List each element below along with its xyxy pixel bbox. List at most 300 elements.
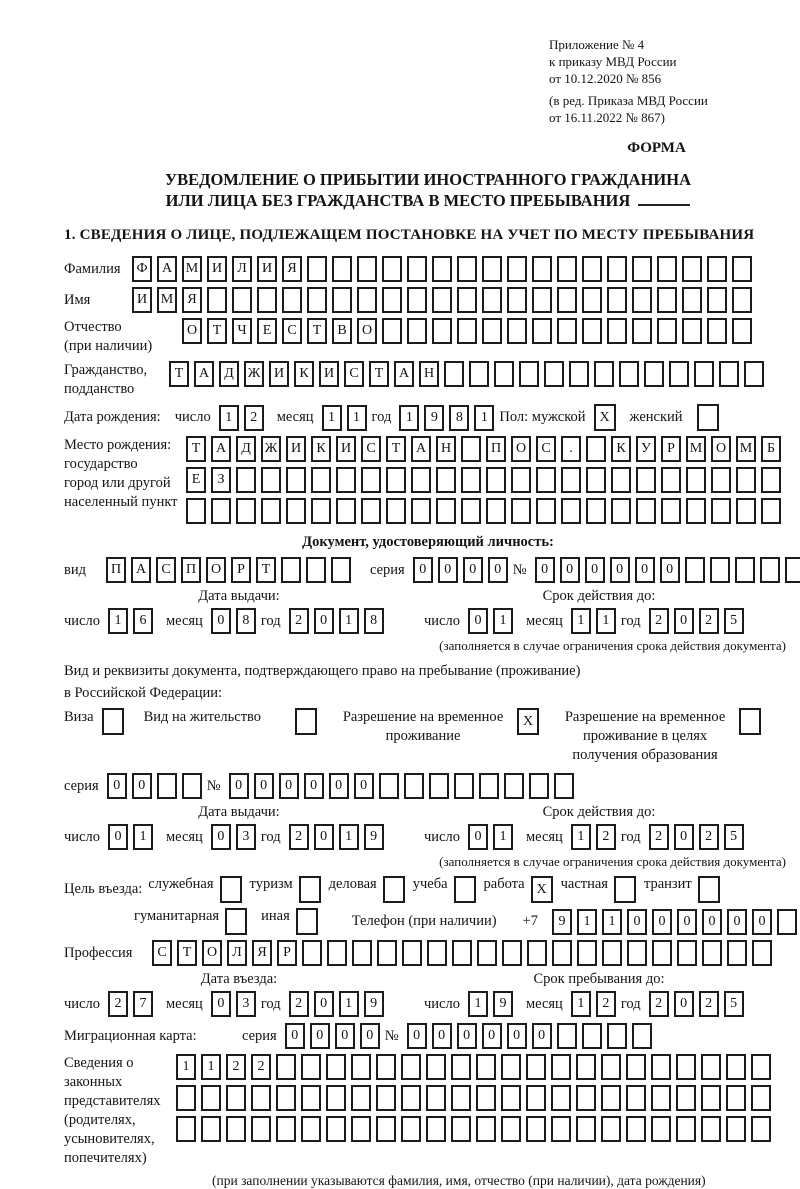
- char-cell[interactable]: [607, 287, 627, 313]
- char-cell[interactable]: Р: [277, 940, 297, 966]
- char-cell[interactable]: [726, 1085, 746, 1111]
- char-cell[interactable]: А: [211, 436, 231, 462]
- char-cell[interactable]: [407, 256, 427, 282]
- char-cell[interactable]: [532, 287, 552, 313]
- char-cell[interactable]: [257, 287, 277, 313]
- char-cell[interactable]: [186, 498, 206, 524]
- char-cell[interactable]: [751, 1054, 771, 1080]
- char-cell[interactable]: [686, 498, 706, 524]
- char-cell[interactable]: 2: [699, 608, 719, 634]
- char-cell[interactable]: [676, 1116, 696, 1142]
- char-cell[interactable]: [226, 1116, 246, 1142]
- char-cell[interactable]: [732, 287, 752, 313]
- char-cell[interactable]: Р: [661, 436, 681, 462]
- char-cell[interactable]: 0: [132, 773, 152, 799]
- char-cell[interactable]: [336, 498, 356, 524]
- char-cell[interactable]: [682, 318, 702, 344]
- char-cell[interactable]: [551, 1085, 571, 1111]
- char-cell[interactable]: 0: [107, 773, 127, 799]
- char-cell[interactable]: 0: [211, 824, 231, 850]
- char-cell[interactable]: Д: [236, 436, 256, 462]
- checkbox-male[interactable]: X: [594, 404, 616, 431]
- char-cell[interactable]: [507, 256, 527, 282]
- char-cell[interactable]: [702, 940, 722, 966]
- char-cell[interactable]: 1: [596, 608, 616, 634]
- char-cell[interactable]: 1: [108, 608, 128, 634]
- char-cell[interactable]: [427, 940, 447, 966]
- checkbox-temp-residence[interactable]: X: [517, 708, 539, 735]
- char-cell[interactable]: П: [486, 436, 506, 462]
- char-cell[interactable]: П: [181, 557, 201, 583]
- char-cell[interactable]: [601, 1054, 621, 1080]
- char-cell[interactable]: 1: [571, 991, 591, 1017]
- char-cell[interactable]: [482, 256, 502, 282]
- char-cell[interactable]: [351, 1116, 371, 1142]
- char-cell[interactable]: [232, 287, 252, 313]
- char-cell[interactable]: [586, 467, 606, 493]
- char-cell[interactable]: [426, 1116, 446, 1142]
- char-cell[interactable]: 0: [468, 608, 488, 634]
- char-cell[interactable]: [351, 1054, 371, 1080]
- char-cell[interactable]: [436, 467, 456, 493]
- char-cell[interactable]: [457, 318, 477, 344]
- char-cell[interactable]: [707, 256, 727, 282]
- char-cell[interactable]: М: [182, 256, 202, 282]
- char-cell[interactable]: [576, 1085, 596, 1111]
- char-cell[interactable]: Ж: [261, 436, 281, 462]
- char-cell[interactable]: [201, 1116, 221, 1142]
- char-cell[interactable]: [744, 361, 764, 387]
- char-cell[interactable]: [511, 498, 531, 524]
- char-cell[interactable]: [361, 498, 381, 524]
- char-cell[interactable]: [569, 361, 589, 387]
- char-cell[interactable]: [576, 1054, 596, 1080]
- char-cell[interactable]: К: [294, 361, 314, 387]
- char-cell[interactable]: 1: [399, 405, 419, 431]
- char-cell[interactable]: 0: [314, 824, 334, 850]
- char-cell[interactable]: Д: [219, 361, 239, 387]
- char-cell[interactable]: [451, 1054, 471, 1080]
- char-cell[interactable]: [176, 1085, 196, 1111]
- char-cell[interactable]: [619, 361, 639, 387]
- char-cell[interactable]: [557, 287, 577, 313]
- char-cell[interactable]: [511, 467, 531, 493]
- char-cell[interactable]: [379, 773, 399, 799]
- char-cell[interactable]: [477, 940, 497, 966]
- char-cell[interactable]: 1: [133, 824, 153, 850]
- char-cell[interactable]: [386, 498, 406, 524]
- char-cell[interactable]: [732, 318, 752, 344]
- char-cell[interactable]: [727, 940, 747, 966]
- char-cell[interactable]: [777, 909, 797, 935]
- char-cell[interactable]: [276, 1054, 296, 1080]
- char-cell[interactable]: [501, 1116, 521, 1142]
- char-cell[interactable]: [301, 1085, 321, 1111]
- char-cell[interactable]: [486, 498, 506, 524]
- char-cell[interactable]: [751, 1116, 771, 1142]
- char-cell[interactable]: О: [357, 318, 377, 344]
- char-cell[interactable]: 1: [493, 608, 513, 634]
- char-cell[interactable]: [261, 498, 281, 524]
- char-cell[interactable]: [676, 1054, 696, 1080]
- char-cell[interactable]: [544, 361, 564, 387]
- char-cell[interactable]: [376, 1085, 396, 1111]
- char-cell[interactable]: 9: [493, 991, 513, 1017]
- char-cell[interactable]: 0: [438, 557, 458, 583]
- char-cell[interactable]: [557, 256, 577, 282]
- char-cell[interactable]: И: [319, 361, 339, 387]
- char-cell[interactable]: П: [106, 557, 126, 583]
- char-cell[interactable]: [444, 361, 464, 387]
- char-cell[interactable]: [532, 318, 552, 344]
- char-cell[interactable]: 1: [201, 1054, 221, 1080]
- char-cell[interactable]: 1: [602, 909, 622, 935]
- char-cell[interactable]: И: [336, 436, 356, 462]
- char-cell[interactable]: [651, 1085, 671, 1111]
- char-cell[interactable]: 6: [133, 608, 153, 634]
- char-cell[interactable]: 9: [552, 909, 572, 935]
- char-cell[interactable]: [707, 287, 727, 313]
- char-cell[interactable]: [526, 1054, 546, 1080]
- char-cell[interactable]: С: [152, 940, 172, 966]
- char-cell[interactable]: [286, 498, 306, 524]
- char-cell[interactable]: 5: [724, 608, 744, 634]
- char-cell[interactable]: [601, 1116, 621, 1142]
- char-cell[interactable]: Т: [307, 318, 327, 344]
- char-cell[interactable]: 8: [449, 405, 469, 431]
- checkbox-other[interactable]: [296, 908, 318, 935]
- char-cell[interactable]: 1: [219, 405, 239, 431]
- char-cell[interactable]: [331, 557, 351, 583]
- char-cell[interactable]: Т: [386, 436, 406, 462]
- char-cell[interactable]: О: [202, 940, 222, 966]
- char-cell[interactable]: Я: [252, 940, 272, 966]
- char-cell[interactable]: К: [611, 436, 631, 462]
- char-cell[interactable]: 1: [577, 909, 597, 935]
- char-cell[interactable]: [557, 1023, 577, 1049]
- char-cell[interactable]: 9: [364, 824, 384, 850]
- checkbox-official[interactable]: [220, 876, 242, 903]
- char-cell[interactable]: 0: [488, 557, 508, 583]
- char-cell[interactable]: 2: [244, 405, 264, 431]
- char-cell[interactable]: М: [736, 436, 756, 462]
- char-cell[interactable]: [307, 256, 327, 282]
- char-cell[interactable]: [586, 436, 606, 462]
- char-cell[interactable]: 2: [649, 991, 669, 1017]
- checkbox-transit[interactable]: [698, 876, 720, 903]
- char-cell[interactable]: 2: [699, 824, 719, 850]
- char-cell[interactable]: [701, 1116, 721, 1142]
- char-cell[interactable]: [201, 1085, 221, 1111]
- char-cell[interactable]: [476, 1085, 496, 1111]
- char-cell[interactable]: [694, 361, 714, 387]
- char-cell[interactable]: 0: [211, 991, 231, 1017]
- char-cell[interactable]: [486, 467, 506, 493]
- char-cell[interactable]: [281, 557, 301, 583]
- char-cell[interactable]: А: [394, 361, 414, 387]
- char-cell[interactable]: [452, 940, 472, 966]
- checkbox-visa[interactable]: [102, 708, 124, 735]
- char-cell[interactable]: [657, 287, 677, 313]
- char-cell[interactable]: [326, 1116, 346, 1142]
- char-cell[interactable]: [182, 773, 202, 799]
- char-cell[interactable]: [682, 256, 702, 282]
- char-cell[interactable]: [711, 467, 731, 493]
- char-cell[interactable]: 0: [652, 909, 672, 935]
- char-cell[interactable]: Л: [232, 256, 252, 282]
- char-cell[interactable]: 0: [560, 557, 580, 583]
- char-cell[interactable]: [377, 940, 397, 966]
- char-cell[interactable]: 0: [727, 909, 747, 935]
- char-cell[interactable]: 0: [314, 991, 334, 1017]
- char-cell[interactable]: [457, 256, 477, 282]
- char-cell[interactable]: 0: [335, 1023, 355, 1049]
- char-cell[interactable]: [326, 1054, 346, 1080]
- char-cell[interactable]: [401, 1116, 421, 1142]
- char-cell[interactable]: И: [257, 256, 277, 282]
- char-cell[interactable]: [760, 557, 780, 583]
- char-cell[interactable]: [602, 940, 622, 966]
- char-cell[interactable]: 8: [236, 608, 256, 634]
- char-cell[interactable]: [479, 773, 499, 799]
- char-cell[interactable]: [636, 467, 656, 493]
- char-cell[interactable]: Я: [182, 287, 202, 313]
- char-cell[interactable]: [761, 467, 781, 493]
- char-cell[interactable]: [351, 1085, 371, 1111]
- char-cell[interactable]: 3: [236, 824, 256, 850]
- char-cell[interactable]: [286, 467, 306, 493]
- char-cell[interactable]: [504, 773, 524, 799]
- char-cell[interactable]: 0: [468, 824, 488, 850]
- checkbox-humanitarian[interactable]: [225, 908, 247, 935]
- char-cell[interactable]: 0: [535, 557, 555, 583]
- char-cell[interactable]: 0: [108, 824, 128, 850]
- char-cell[interactable]: [552, 940, 572, 966]
- char-cell[interactable]: [352, 940, 372, 966]
- char-cell[interactable]: 0: [610, 557, 630, 583]
- char-cell[interactable]: [651, 1116, 671, 1142]
- char-cell[interactable]: [386, 467, 406, 493]
- char-cell[interactable]: Е: [186, 467, 206, 493]
- char-cell[interactable]: [652, 940, 672, 966]
- char-cell[interactable]: [502, 940, 522, 966]
- char-cell[interactable]: 1: [493, 824, 513, 850]
- char-cell[interactable]: [306, 557, 326, 583]
- checkbox-tourism[interactable]: [299, 876, 321, 903]
- char-cell[interactable]: [302, 940, 322, 966]
- char-cell[interactable]: [732, 256, 752, 282]
- char-cell[interactable]: И: [286, 436, 306, 462]
- char-cell[interactable]: С: [156, 557, 176, 583]
- char-cell[interactable]: [482, 318, 502, 344]
- char-cell[interactable]: [682, 287, 702, 313]
- char-cell[interactable]: [519, 361, 539, 387]
- char-cell[interactable]: [457, 287, 477, 313]
- char-cell[interactable]: [461, 467, 481, 493]
- char-cell[interactable]: [376, 1116, 396, 1142]
- char-cell[interactable]: [626, 1085, 646, 1111]
- char-cell[interactable]: А: [131, 557, 151, 583]
- char-cell[interactable]: 0: [285, 1023, 305, 1049]
- char-cell[interactable]: [661, 467, 681, 493]
- char-cell[interactable]: [607, 256, 627, 282]
- char-cell[interactable]: [401, 1085, 421, 1111]
- char-cell[interactable]: М: [686, 436, 706, 462]
- char-cell[interactable]: В: [332, 318, 352, 344]
- char-cell[interactable]: [577, 940, 597, 966]
- char-cell[interactable]: [282, 287, 302, 313]
- char-cell[interactable]: [236, 467, 256, 493]
- char-cell[interactable]: [526, 1116, 546, 1142]
- char-cell[interactable]: 1: [339, 824, 359, 850]
- char-cell[interactable]: [532, 256, 552, 282]
- char-cell[interactable]: [611, 498, 631, 524]
- char-cell[interactable]: 1: [176, 1054, 196, 1080]
- char-cell[interactable]: [301, 1116, 321, 1142]
- char-cell[interactable]: 9: [364, 991, 384, 1017]
- char-cell[interactable]: М: [157, 287, 177, 313]
- char-cell[interactable]: 0: [229, 773, 249, 799]
- char-cell[interactable]: 9: [424, 405, 444, 431]
- char-cell[interactable]: Р: [231, 557, 251, 583]
- char-cell[interactable]: [407, 287, 427, 313]
- char-cell[interactable]: 0: [507, 1023, 527, 1049]
- char-cell[interactable]: 0: [532, 1023, 552, 1049]
- char-cell[interactable]: [686, 467, 706, 493]
- char-cell[interactable]: 1: [339, 608, 359, 634]
- char-cell[interactable]: [482, 287, 502, 313]
- char-cell[interactable]: 0: [463, 557, 483, 583]
- char-cell[interactable]: И: [132, 287, 152, 313]
- char-cell[interactable]: [632, 1023, 652, 1049]
- char-cell[interactable]: 0: [660, 557, 680, 583]
- char-cell[interactable]: 2: [289, 824, 309, 850]
- char-cell[interactable]: [501, 1085, 521, 1111]
- char-cell[interactable]: Е: [257, 318, 277, 344]
- char-cell[interactable]: К: [311, 436, 331, 462]
- char-cell[interactable]: 0: [674, 608, 694, 634]
- char-cell[interactable]: И: [207, 256, 227, 282]
- char-cell[interactable]: Т: [186, 436, 206, 462]
- char-cell[interactable]: [401, 1054, 421, 1080]
- char-cell[interactable]: Я: [282, 256, 302, 282]
- char-cell[interactable]: [432, 256, 452, 282]
- char-cell[interactable]: [607, 318, 627, 344]
- char-cell[interactable]: 0: [413, 557, 433, 583]
- char-cell[interactable]: [276, 1085, 296, 1111]
- char-cell[interactable]: [735, 557, 755, 583]
- char-cell[interactable]: [751, 1085, 771, 1111]
- char-cell[interactable]: 0: [627, 909, 647, 935]
- char-cell[interactable]: [226, 1085, 246, 1111]
- char-cell[interactable]: [632, 318, 652, 344]
- char-cell[interactable]: [411, 467, 431, 493]
- char-cell[interactable]: Т: [207, 318, 227, 344]
- char-cell[interactable]: [469, 361, 489, 387]
- char-cell[interactable]: [554, 773, 574, 799]
- char-cell[interactable]: 1: [322, 405, 342, 431]
- char-cell[interactable]: [251, 1116, 271, 1142]
- char-cell[interactable]: [426, 1054, 446, 1080]
- char-cell[interactable]: С: [344, 361, 364, 387]
- char-cell[interactable]: [785, 557, 800, 583]
- char-cell[interactable]: [707, 318, 727, 344]
- char-cell[interactable]: 0: [360, 1023, 380, 1049]
- char-cell[interactable]: [382, 318, 402, 344]
- char-cell[interactable]: [507, 287, 527, 313]
- char-cell[interactable]: [157, 773, 177, 799]
- char-cell[interactable]: Т: [256, 557, 276, 583]
- char-cell[interactable]: О: [206, 557, 226, 583]
- char-cell[interactable]: [701, 1054, 721, 1080]
- char-cell[interactable]: [526, 1085, 546, 1111]
- char-cell[interactable]: 0: [211, 608, 231, 634]
- char-cell[interactable]: [536, 498, 556, 524]
- char-cell[interactable]: [357, 256, 377, 282]
- char-cell[interactable]: [676, 1085, 696, 1111]
- checkbox-business[interactable]: [383, 876, 405, 903]
- char-cell[interactable]: [327, 940, 347, 966]
- char-cell[interactable]: [332, 287, 352, 313]
- char-cell[interactable]: [461, 436, 481, 462]
- char-cell[interactable]: 0: [752, 909, 772, 935]
- char-cell[interactable]: 2: [289, 991, 309, 1017]
- char-cell[interactable]: 2: [649, 608, 669, 634]
- char-cell[interactable]: 1: [571, 824, 591, 850]
- char-cell[interactable]: Н: [436, 436, 456, 462]
- char-cell[interactable]: [582, 318, 602, 344]
- char-cell[interactable]: 2: [596, 991, 616, 1017]
- char-cell[interactable]: [376, 1054, 396, 1080]
- char-cell[interactable]: [429, 773, 449, 799]
- char-cell[interactable]: О: [511, 436, 531, 462]
- char-cell[interactable]: [436, 498, 456, 524]
- char-cell[interactable]: 1: [571, 608, 591, 634]
- char-cell[interactable]: 0: [677, 909, 697, 935]
- char-cell[interactable]: 0: [674, 991, 694, 1017]
- char-cell[interactable]: 5: [724, 824, 744, 850]
- char-cell[interactable]: [626, 1054, 646, 1080]
- char-cell[interactable]: [576, 1116, 596, 1142]
- char-cell[interactable]: Ф: [132, 256, 152, 282]
- char-cell[interactable]: 2: [251, 1054, 271, 1080]
- char-cell[interactable]: 2: [108, 991, 128, 1017]
- char-cell[interactable]: 0: [304, 773, 324, 799]
- char-cell[interactable]: [176, 1116, 196, 1142]
- char-cell[interactable]: [426, 1085, 446, 1111]
- char-cell[interactable]: [582, 1023, 602, 1049]
- char-cell[interactable]: [451, 1085, 471, 1111]
- char-cell[interactable]: [561, 467, 581, 493]
- checkbox-work[interactable]: X: [531, 876, 553, 903]
- char-cell[interactable]: [336, 467, 356, 493]
- char-cell[interactable]: [557, 318, 577, 344]
- char-cell[interactable]: [726, 1054, 746, 1080]
- checkbox-residence-permit[interactable]: [295, 708, 317, 735]
- char-cell[interactable]: [607, 1023, 627, 1049]
- char-cell[interactable]: 8: [364, 608, 384, 634]
- char-cell[interactable]: [685, 557, 705, 583]
- char-cell[interactable]: [611, 467, 631, 493]
- char-cell[interactable]: [719, 361, 739, 387]
- char-cell[interactable]: [332, 256, 352, 282]
- char-cell[interactable]: 2: [289, 608, 309, 634]
- char-cell[interactable]: 2: [649, 824, 669, 850]
- char-cell[interactable]: [211, 498, 231, 524]
- char-cell[interactable]: 0: [314, 608, 334, 634]
- char-cell[interactable]: 7: [133, 991, 153, 1017]
- char-cell[interactable]: 5: [724, 991, 744, 1017]
